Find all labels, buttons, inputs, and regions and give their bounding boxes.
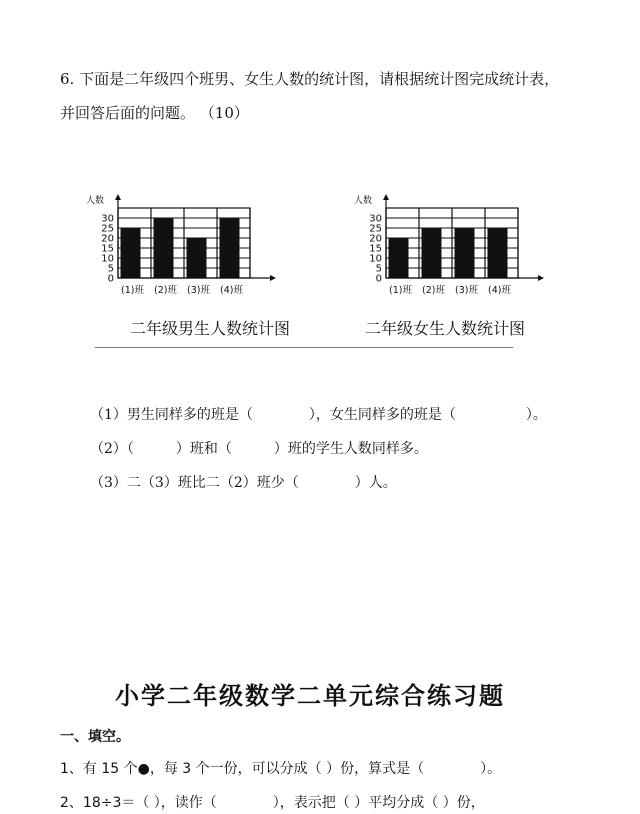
sub-question-1: （1）男生同样多的班是（ ），女生同样多的班是（ ）。 bbox=[90, 407, 547, 423]
y-tick-label: 20 bbox=[369, 233, 382, 245]
bar-4 bbox=[220, 218, 240, 278]
female-chart-title: 二年级女生人数统计图 bbox=[365, 319, 526, 338]
x-tick-label: (2)班 bbox=[154, 285, 177, 296]
bar-3 bbox=[187, 238, 207, 278]
question-6-line-1: 6. 下面是二年级四个班男、女生人数的统计图，请根据统计图完成统计表， bbox=[60, 70, 560, 88]
x-tick-label: (1)班 bbox=[121, 285, 144, 296]
x-tick-label: (1)班 bbox=[389, 285, 412, 296]
y-axis-label: 人数 bbox=[354, 196, 373, 206]
bar-2 bbox=[154, 218, 174, 278]
x-tick-label: (3)班 bbox=[187, 285, 210, 296]
y-axis-arrow bbox=[115, 194, 121, 200]
y-tick-label: 30 bbox=[369, 213, 382, 225]
y-tick-label: 25 bbox=[369, 223, 382, 235]
y-tick-label: 0 bbox=[375, 273, 382, 285]
section-heading: 一、填空。 bbox=[60, 729, 130, 745]
male-students-chart bbox=[80, 188, 295, 300]
x-tick-label: (4)班 bbox=[220, 285, 243, 296]
y-tick-label: 15 bbox=[369, 243, 382, 255]
y-axis-label: 人数 bbox=[86, 196, 105, 206]
y-tick-label: 5 bbox=[107, 263, 114, 275]
y-tick-label: 0 bbox=[107, 273, 114, 285]
y-axis-arrow bbox=[383, 194, 389, 200]
question-6-line-2: 并回答后面的问题。 （10） bbox=[60, 104, 249, 122]
sub-question-2: （2）（ ）班和（ ）班的学生人数同样多。 bbox=[90, 441, 428, 457]
x-axis-arrow bbox=[270, 275, 276, 281]
sub-question-3: （3）二（3）班比二（2）班少（ ）人。 bbox=[90, 475, 397, 491]
y-tick-label: 10 bbox=[369, 253, 382, 265]
x-axis-arrow bbox=[538, 275, 544, 281]
y-tick-label: 15 bbox=[101, 243, 114, 255]
y-tick-label: 5 bbox=[375, 263, 382, 275]
y-tick-label: 25 bbox=[101, 223, 114, 235]
y-tick-label: 10 bbox=[101, 253, 114, 265]
x-tick-label: (2)班 bbox=[422, 285, 445, 296]
bar-4 bbox=[488, 228, 508, 278]
bar-1 bbox=[389, 238, 409, 278]
bar-1 bbox=[121, 228, 141, 278]
y-tick-label: 20 bbox=[101, 233, 114, 245]
bar-2 bbox=[422, 228, 442, 278]
bar-3 bbox=[455, 228, 475, 278]
female-students-chart bbox=[348, 188, 563, 300]
fill-item-2: 2、18÷3＝（ ），读作（ ），表示把（ ）平均分成（ ）份， bbox=[60, 795, 485, 811]
y-tick-label: 30 bbox=[101, 213, 114, 225]
male-chart-title: 二年级男生人数统计图 bbox=[130, 319, 291, 338]
x-tick-label: (4)班 bbox=[488, 285, 511, 296]
fill-item-1: 1、有 15 个●，每 3 个一份，可以分成（ ）份，算式是（ ）。 bbox=[60, 761, 502, 777]
x-tick-label: (3)班 bbox=[455, 285, 478, 296]
divider-line bbox=[95, 347, 513, 348]
exercise-title: 小学二年级数学二单元综合练习题 bbox=[115, 682, 505, 710]
